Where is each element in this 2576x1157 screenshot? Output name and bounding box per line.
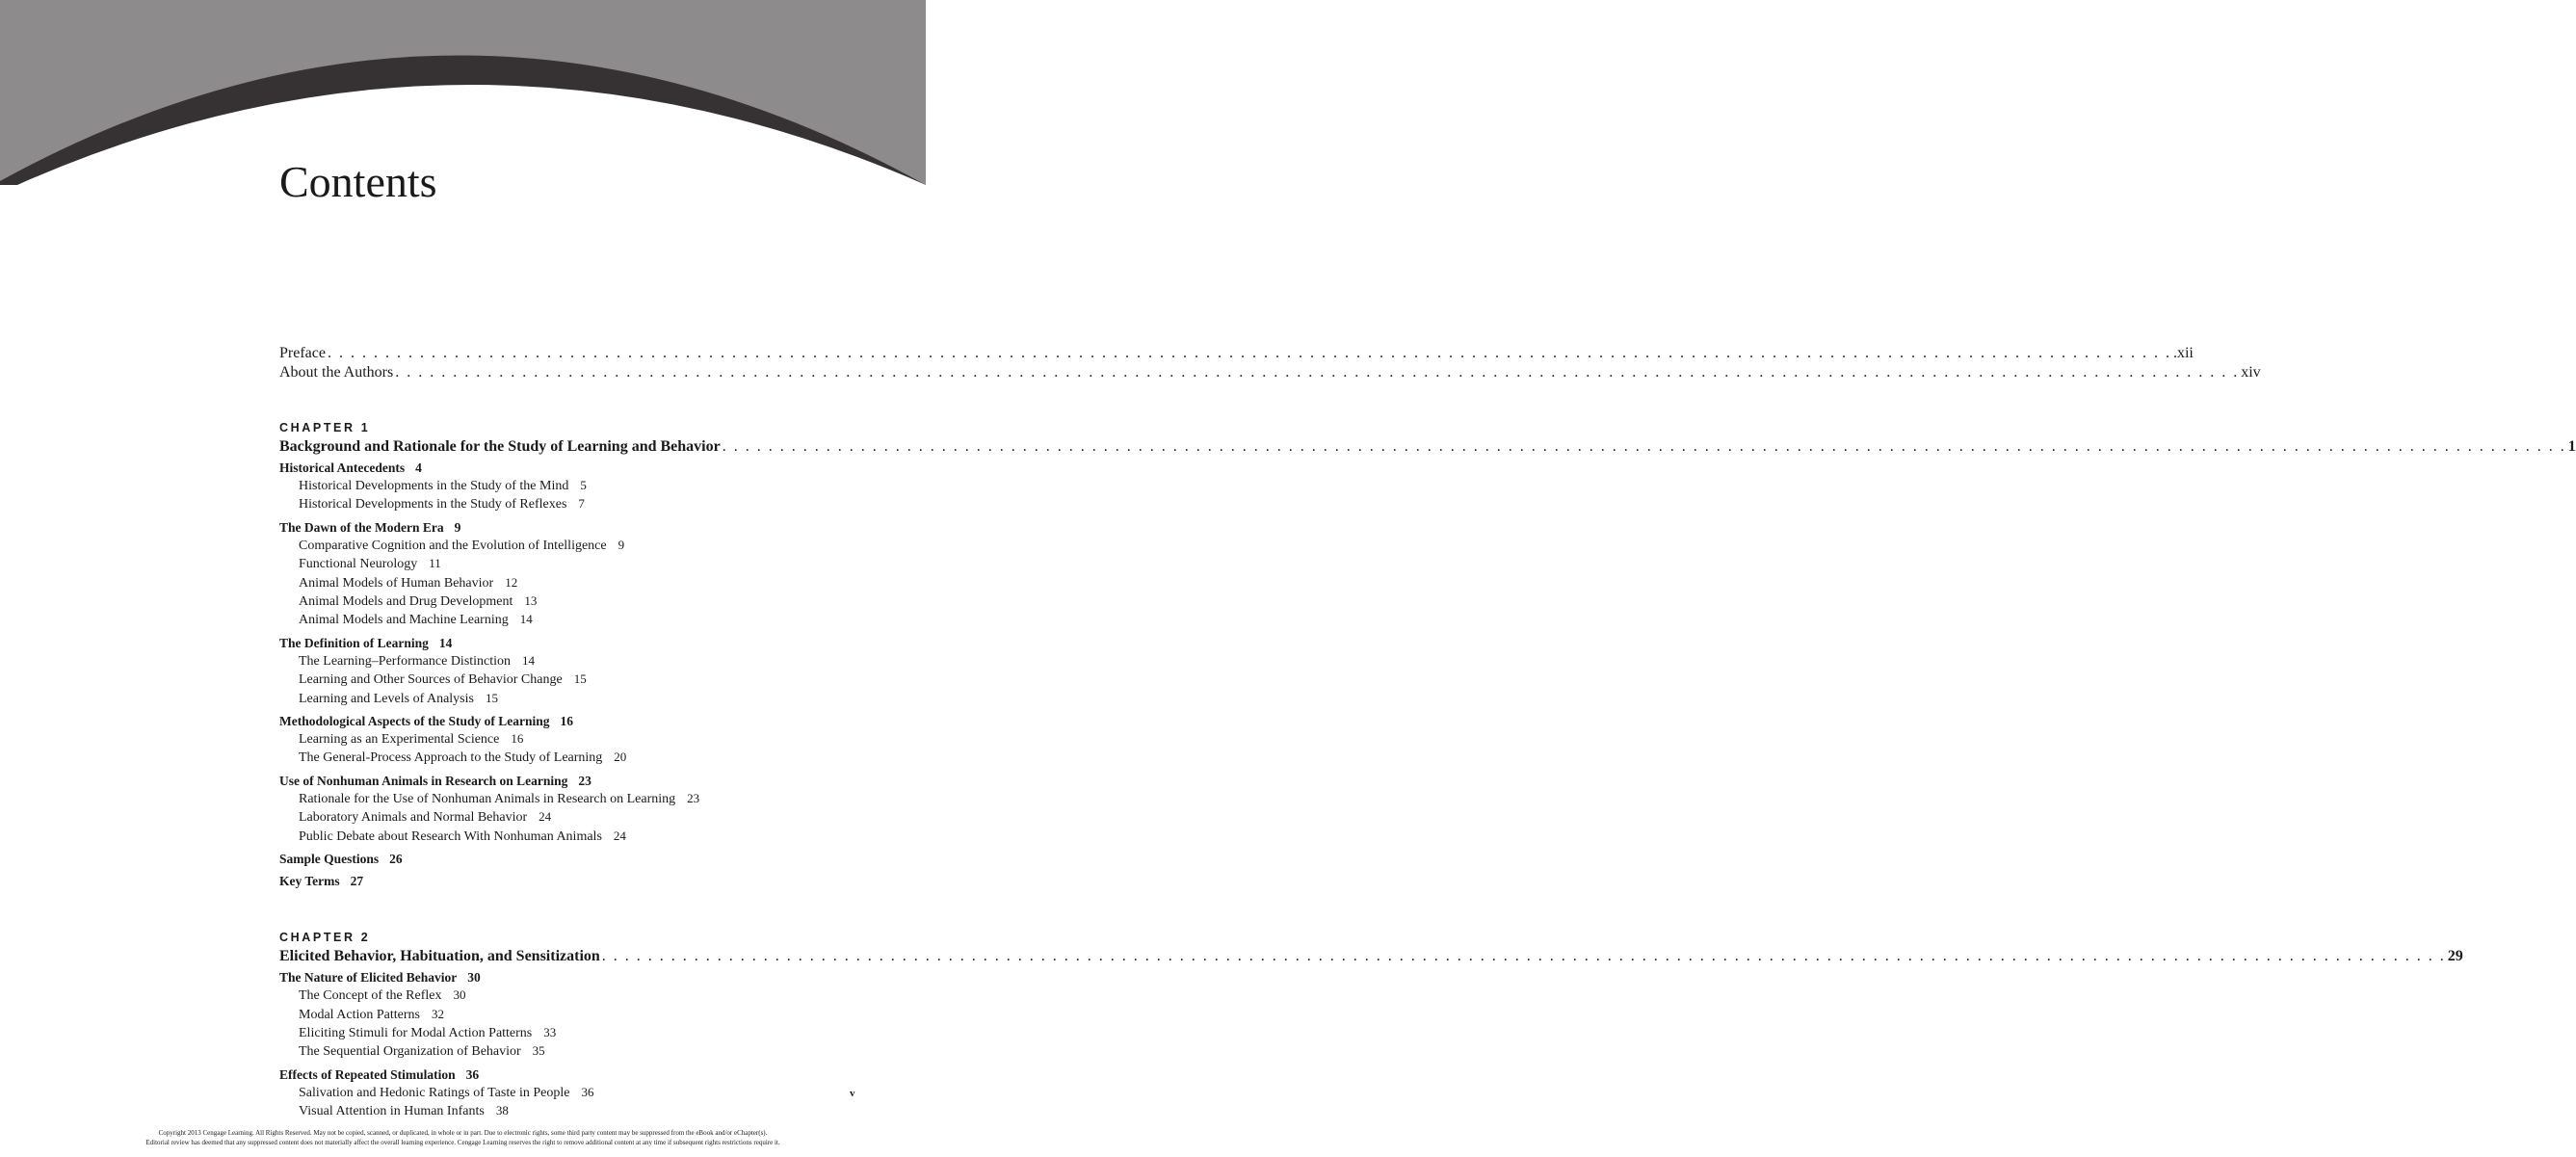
subsection-entry[interactable] [279, 611, 857, 629]
subsection-title: Animal Models of Human Behavior [299, 575, 494, 591]
subsection-page: 20 [614, 749, 627, 765]
copyright-notice-line-2: Editorial review has deemed that any suppressed content does not materially affect the overall learning experience. Cengage Learning reserves the right to remove additional content at any time if subsequent rights restrictions require it. [145, 1139, 780, 1146]
chapter-page: 1 [2567, 438, 2576, 455]
toc-entry-preface[interactable] [279, 344, 2194, 363]
entry-page: xiv [2241, 364, 2261, 381]
section-entry[interactable] [279, 851, 857, 868]
section-title: Effects of Repeated Stimulation [279, 1066, 456, 1082]
toc-entry-about-the-authors[interactable] [279, 363, 2261, 382]
subsection-entry[interactable] [279, 592, 857, 611]
subsection-page: 15 [485, 690, 498, 705]
subsection-page: 32 [432, 1006, 444, 1021]
section-entry[interactable] [279, 635, 857, 652]
section-page: 36 [465, 1066, 480, 1082]
chapter-label: CHAPTER 1 [279, 421, 371, 434]
subsection-entry[interactable] [279, 749, 857, 767]
subsection-page: 15 [573, 671, 587, 687]
table-of-contents [279, 344, 2576, 1121]
copyright-notice-line-1: Copyright 2013 Cengage Learning. All Rights Reserved. May not be copied, scanned, or duplicated, in whole or in part. Due to electronic rights, some third party content may be suppressed from the eBook and/or eChapter(s). [158, 1129, 768, 1137]
subsection-page: 16 [511, 731, 524, 747]
section-title: Key Terms [279, 874, 340, 889]
subsection-entry[interactable] [279, 790, 857, 808]
subsection-title: Animal Models and Machine Learning [299, 613, 509, 628]
section-title: The Nature of Elicited Behavior [279, 970, 458, 986]
section-page: 30 [467, 970, 481, 986]
subsection-entry[interactable] [279, 1006, 857, 1024]
subsection-entry[interactable] [279, 671, 857, 689]
subsection-title: Historical Developments in the Study of the Mind [299, 479, 569, 493]
dot-leader: . . . . . . . . . . . . . . . . . . . . . . . . . . . . . . . . . . . . . . . . . . . . . . . . . . . . . . . . . . . . . . . . . . . . . . . . . . . . . . . . . . . . . . . . . . . . . . . . . . . . . . . . . . . . . . . . . . . . . . . . . . . . . . . . . . . . . . . . . . . . . . . . . . . . . . . . . . . . . . . . [395, 364, 2240, 381]
subsection-page: 9 [618, 537, 625, 552]
section-page: 27 [350, 874, 364, 889]
page-title: Contents [279, 157, 437, 206]
subsection-title: The Learning–Performance Distinction [299, 653, 512, 669]
front-matter [279, 344, 2261, 382]
dot-leader: . . . . . . . . . . . . . . . . . . . . . . . . . . . . . . . . . . . . . . . . . . . . . . . . . . . . . . . . . . . . . . . . . . . . . . . . . . . . . . . . . . . . . . . . . . . . . . . . . . . . . . . . . . . . . . . . . . . . . . . . . . . . . . . . . . . . . . . . . . . . . . . . . . . . . . . . . . . . . . . . [722, 438, 2566, 455]
subsection-page: 33 [543, 1024, 557, 1039]
subsection-title: Laboratory Animals and Normal Behavior [299, 810, 528, 826]
subsection-page: 24 [539, 809, 552, 825]
dot-leader: . . . . . . . . . . . . . . . . . . . . . . . . . . . . . . . . . . . . . . . . . . . . . . . . . . . . . . . . . . . . . . . . . . . . . . . . . . . . . . . . . . . . . . . . . . . . . . . . . . . . . . . . . . . . . . . . . . . . . . . . . . . . . . . . . . . . . . . . . . . . . . . . . . . . . . . . . . . . . . . . [601, 948, 2446, 965]
subsection-page: 14 [519, 612, 533, 627]
chapter-title-entry[interactable] [279, 436, 2576, 457]
subsection-entry[interactable] [279, 1084, 857, 1102]
section-page: 4 [415, 460, 422, 475]
chapter-title: Elicited Behavior, Habituation, and Sensitization [279, 948, 600, 965]
section-entry[interactable] [279, 460, 857, 477]
subsection-page: 14 [522, 652, 536, 668]
section-title: Sample Questions [279, 852, 380, 867]
page-number: v [850, 1088, 855, 1099]
entry-page: .xii [2172, 345, 2194, 361]
subsection-entry[interactable] [279, 986, 857, 1005]
subsection-title: Learning as an Experimental Science [299, 732, 500, 748]
chapter-block [279, 931, 2463, 1120]
subsection-entry[interactable] [279, 808, 857, 827]
chapter-page: 29 [2447, 948, 2463, 965]
section-title: The Dawn of the Modern Era [279, 519, 444, 535]
subsection-entry[interactable] [279, 730, 857, 749]
section-page: 23 [578, 773, 591, 788]
section-title: Historical Antecedents [279, 460, 406, 475]
subsection-title: Learning and Other Sources of Behavior Change [299, 672, 563, 688]
chapter-label: CHAPTER 2 [279, 931, 371, 945]
subsection-title: The General-Process Approach to the Study of Learning [299, 750, 603, 766]
subsection-title: Animal Models and Drug Development [299, 594, 513, 610]
subsection-title: Historical Developments in the Study of Reflexes [299, 497, 567, 513]
subsection-page: 35 [532, 1043, 545, 1059]
subsection-title: The Sequential Organization of Behavior [299, 1044, 521, 1060]
section-entry[interactable] [279, 1066, 857, 1084]
section-title: Methodological Aspects of the Study of Learning [279, 714, 550, 729]
subsection-page: 38 [495, 1103, 509, 1118]
subsection-entry[interactable] [279, 495, 857, 513]
subsection-title: Public Debate about Research With Nonhuman Animals [299, 828, 602, 844]
section-page: 9 [454, 519, 461, 535]
subsection-entry[interactable] [279, 1102, 857, 1120]
subsection-entry[interactable] [279, 690, 857, 708]
subsection-title: Eliciting Stimuli for Modal Action Patterns [299, 1025, 533, 1040]
subsection-entry[interactable] [279, 1042, 857, 1061]
section-title: The Definition of Learning [279, 635, 429, 650]
subsection-page: 23 [687, 790, 700, 805]
header-curve-decoration [0, 0, 926, 193]
section-entry[interactable] [279, 969, 857, 986]
subsection-page: 11 [429, 556, 441, 571]
subsection-page: 5 [580, 478, 587, 492]
subsection-title: Comparative Cognition and the Evolution of Intelligence [299, 538, 607, 553]
subsection-entry[interactable] [279, 1024, 857, 1042]
subsection-title: Learning and Levels of Analysis [299, 691, 474, 706]
subsection-page: 36 [581, 1084, 594, 1099]
subsection-title: Rationale for the Use of Nonhuman Animals in Research on Learning [299, 791, 676, 806]
dot-leader: . . . . . . . . . . . . . . . . . . . . . . . . . . . . . . . . . . . . . . . . . . . . . . . . . . . . . . . . . . . . . . . . . . . . . . . . . . . . . . . . . . . . . . . . . . . . . . . . . . . . . . . . . . . . . . . . . . . . . . . . . . . . . . . . . . . . . . . . . . . . . . . . . . . . . . . . . . . . . . . . [327, 345, 2171, 361]
subsection-entry[interactable] [279, 477, 857, 495]
subsection-title: Modal Action Patterns [299, 1007, 420, 1022]
entry-title: About the Authors [279, 364, 394, 381]
chapter-title: Background and Rationale for the Study of Learning and Behavior [279, 438, 721, 455]
subsection-title: Visual Attention in Human Infants [299, 1104, 485, 1119]
subsection-entry[interactable] [279, 652, 857, 671]
section-entry[interactable] [279, 773, 857, 790]
subsection-page: 7 [578, 496, 585, 512]
subsection-page: 24 [613, 828, 626, 843]
section-page: 26 [389, 852, 403, 867]
section-entry[interactable] [279, 519, 857, 537]
section-page: 14 [438, 635, 453, 650]
entry-title: Preface [279, 345, 326, 361]
subsection-title: Functional Neurology [299, 557, 418, 572]
section-entry[interactable] [279, 713, 857, 730]
section-entry[interactable] [279, 873, 857, 890]
subsection-page: 30 [453, 987, 466, 1003]
chapter-block [279, 421, 2576, 890]
subsection-entry[interactable] [279, 555, 857, 573]
subsection-entry[interactable] [279, 828, 857, 846]
subsection-title: The Concept of the Reflex [299, 988, 442, 1004]
subsection-page: 12 [505, 574, 518, 590]
section-page: 16 [560, 714, 574, 729]
subsection-title: Salivation and Hedonic Ratings of Taste in People [299, 1085, 570, 1100]
chapter-title-entry[interactable] [279, 946, 2463, 966]
subsection-entry[interactable] [279, 574, 857, 592]
chapter-list [279, 421, 2576, 1121]
section-title: Use of Nonhuman Animals in Research on Learning [279, 773, 568, 788]
subsection-entry[interactable] [279, 537, 857, 555]
subsection-page: 13 [524, 593, 538, 609]
